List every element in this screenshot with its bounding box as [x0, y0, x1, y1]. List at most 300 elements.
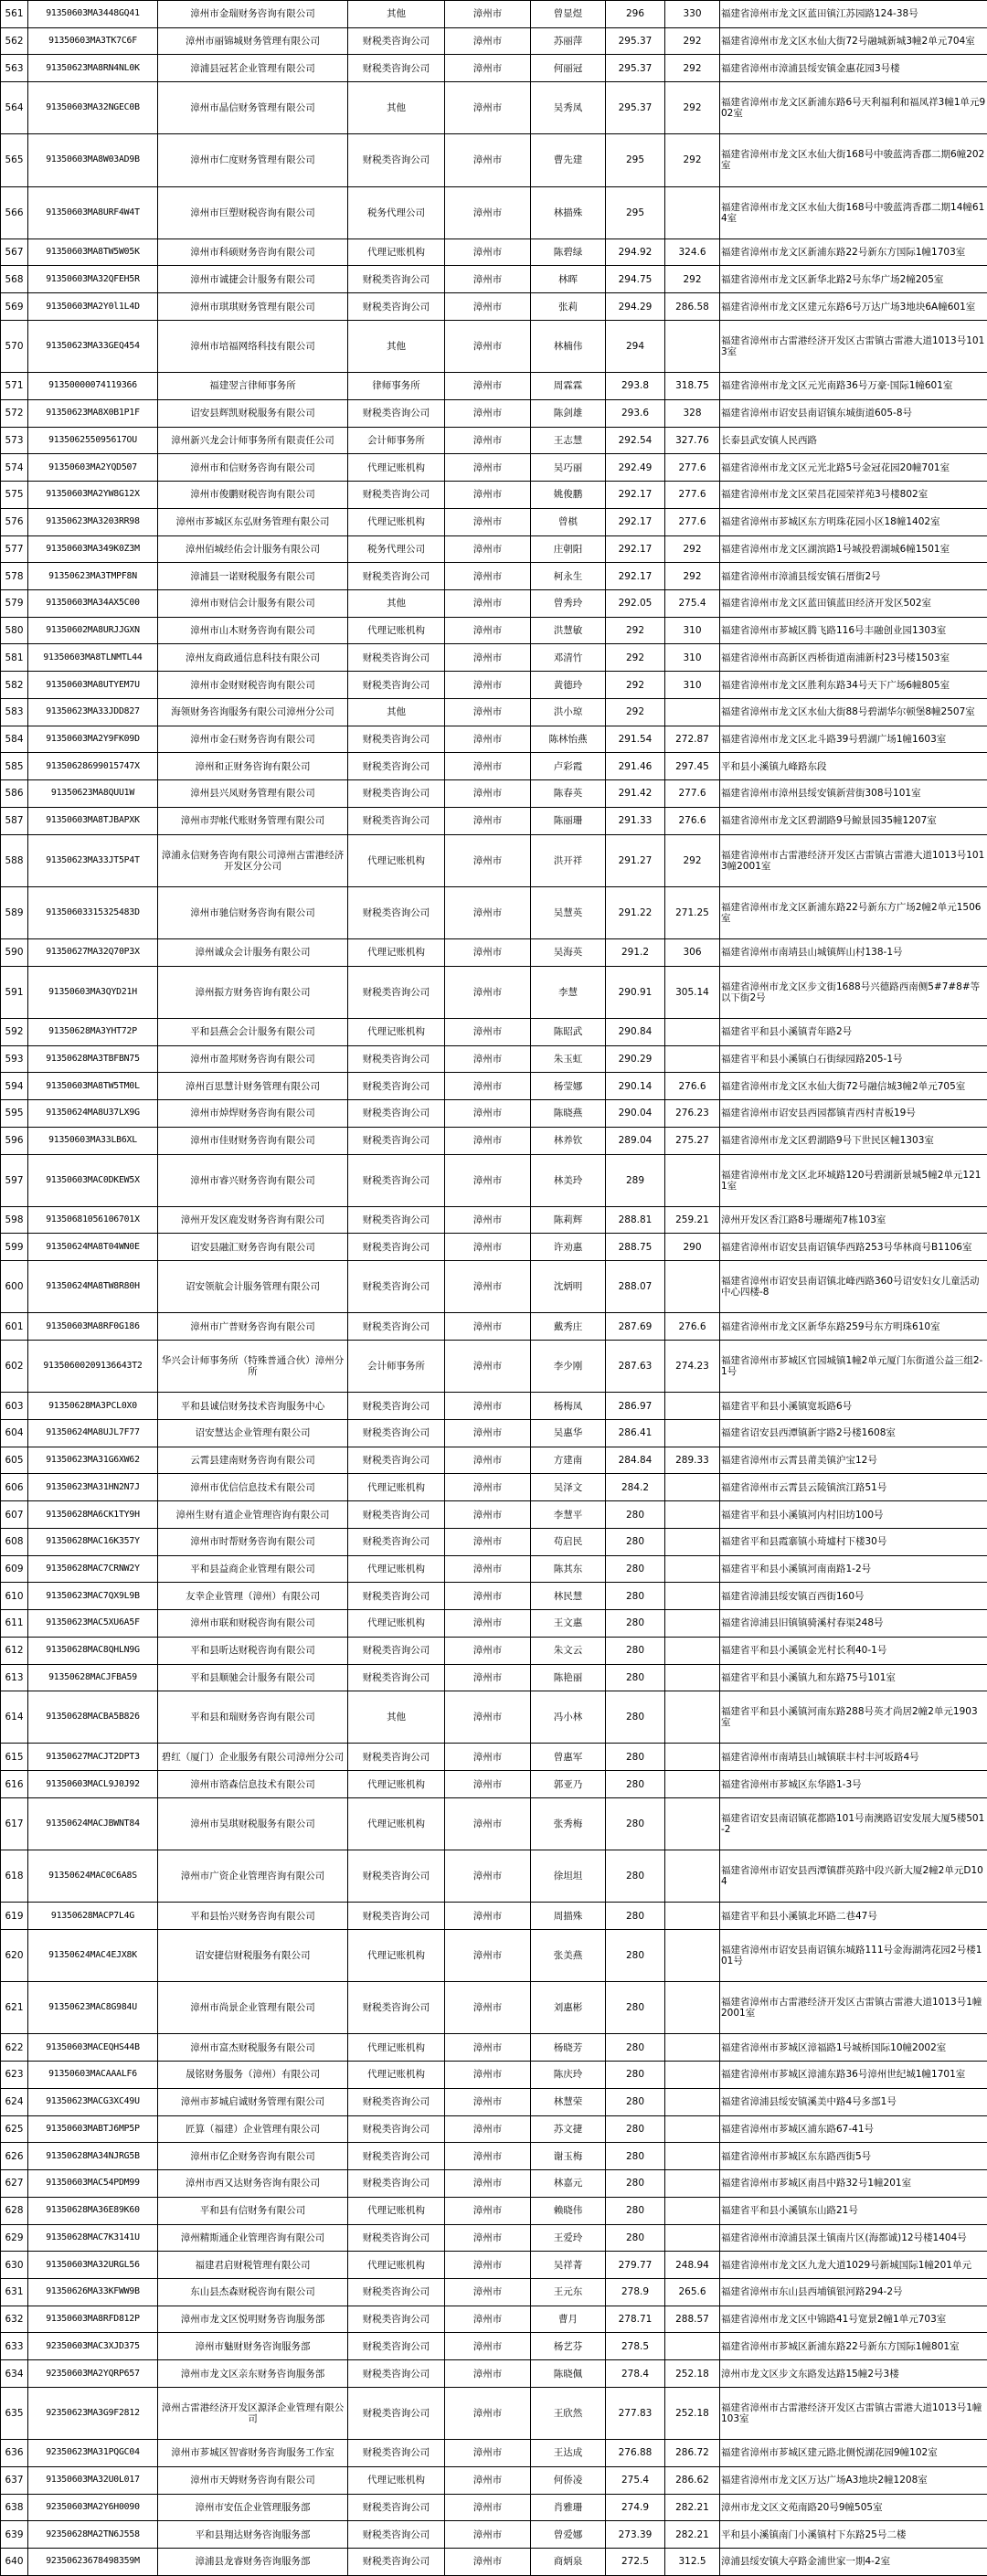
- credit-code-cell: 91350628MA34NJRG5B: [28, 2143, 158, 2170]
- company-type-cell: 财税类咨询公司: [348, 1528, 445, 1555]
- contact-person-cell: 陈林怡燕: [531, 726, 606, 753]
- contact-person-cell: 何丽冠: [531, 55, 606, 82]
- address-cell: 长泰县武安镇人民西路: [720, 427, 987, 454]
- credit-code-cell: 91350603MA8W03AD9B: [28, 134, 158, 186]
- address-cell: 福建省漳州市古雷港经济开发区古雷镇古雷港大道1013号1幢2001室: [720, 1982, 987, 2034]
- company-type-cell: 财税类咨询公司: [348, 1393, 445, 1420]
- table-row: [1, 1691, 987, 1744]
- row-number-cell: 624: [1, 2088, 28, 2115]
- table-row: [1, 482, 987, 509]
- secondary-score-cell: 324.6: [665, 239, 720, 266]
- row-number-cell: 635: [1, 2387, 28, 2439]
- company-type-cell: 代理记账机构: [348, 1610, 445, 1638]
- secondary-score-cell: [665, 1744, 720, 1771]
- score-cell: 289: [606, 1154, 665, 1206]
- address-cell: 福建省漳州市龙文区新华北路2号东华广场2幢205室: [720, 266, 987, 293]
- table-row: [1, 1313, 987, 1341]
- company-type-cell: 财税类咨询公司: [348, 644, 445, 672]
- company-name-cell: 漳州市和信财务咨询有限公司: [158, 454, 348, 482]
- city-cell: 漳州市: [445, 1100, 531, 1128]
- secondary-score-cell: 330: [665, 1, 720, 28]
- contact-person-cell: 卢彩霞: [531, 753, 606, 780]
- contact-person-cell: 陈晓燕: [531, 1100, 606, 1128]
- row-number-cell: 577: [1, 535, 28, 563]
- company-name-cell: 碧红（厦门）企业服务有限公司漳州分公司: [158, 1744, 348, 1771]
- city-cell: 漳州市: [445, 27, 531, 55]
- city-cell: 漳州市: [445, 2278, 531, 2306]
- city-cell: 漳州市: [445, 1555, 531, 1583]
- table-row: [1, 82, 987, 134]
- secondary-score-cell: 290: [665, 1234, 720, 1261]
- credit-code-cell: 91350623MA8RN4NL0K: [28, 55, 158, 82]
- score-cell: 280: [606, 1903, 665, 1930]
- address-cell: 福建省漳州市东山县西埔镇银河路294-2号: [720, 2278, 987, 2306]
- credit-code-cell: 92350623MA3G9F2812: [28, 2387, 158, 2439]
- company-type-cell: 财税类咨询公司: [348, 1073, 445, 1100]
- address-cell: 福建省漳州市龙文区水仙大街72号融城新城3幢2单元704室: [720, 27, 987, 55]
- table-row: [1, 2088, 987, 2115]
- address-cell: 福建省漳州市龙文区新浦东路22号新东方广场2幢2单元1506室: [720, 886, 987, 938]
- score-cell: 292.17: [606, 563, 665, 590]
- row-number-cell: 583: [1, 698, 28, 726]
- row-number-cell: 567: [1, 239, 28, 266]
- city-cell: 漳州市: [445, 1073, 531, 1100]
- contact-person-cell: 王志慧: [531, 427, 606, 454]
- table-row: [1, 2197, 987, 2224]
- table-row: [1, 589, 987, 617]
- row-number-cell: 640: [1, 2549, 28, 2576]
- secondary-score-cell: 286.62: [665, 2466, 720, 2494]
- table-row: [1, 1127, 987, 1154]
- score-cell: 280: [606, 1930, 665, 1982]
- table-row: [1, 535, 987, 563]
- row-number-cell: 617: [1, 1797, 28, 1850]
- score-cell: 291.42: [606, 780, 665, 808]
- city-cell: 漳州市: [445, 2466, 531, 2494]
- company-type-cell: 代理记账机构: [348, 617, 445, 644]
- score-cell: 280: [606, 1501, 665, 1529]
- company-name-cell: 漳州市盈邦财务咨询有限公司: [158, 1045, 348, 1073]
- company-name-cell: 漳州市驰信财务咨询有限公司: [158, 886, 348, 938]
- city-cell: 漳州市: [445, 1583, 531, 1610]
- city-cell: 漳州市: [445, 2360, 531, 2388]
- table-row: [1, 966, 987, 1018]
- secondary-score-cell: 292: [665, 563, 720, 590]
- company-type-cell: 律师事务所: [348, 373, 445, 400]
- company-type-cell: 财税类咨询公司: [348, 2494, 445, 2521]
- score-cell: 291.46: [606, 753, 665, 780]
- score-cell: 291.27: [606, 834, 665, 886]
- row-number-cell: 620: [1, 1930, 28, 1982]
- score-cell: 295: [606, 186, 665, 239]
- city-cell: 漳州市: [445, 780, 531, 808]
- company-type-cell: 财税类咨询公司: [348, 2549, 445, 2576]
- table-row: [1, 1341, 987, 1393]
- address-cell: 福建省漳州市诏安县南诏镇北峰西路360号诏安妇女儿童活动中心四楼-8: [720, 1261, 987, 1313]
- contact-person-cell: 吴慧英: [531, 886, 606, 938]
- contact-person-cell: 郭亚乃: [531, 1771, 606, 1798]
- table-row: [1, 186, 987, 239]
- secondary-score-cell: 276.23: [665, 1100, 720, 1128]
- company-name-cell: 东山县杰森财税咨询有限公司: [158, 2278, 348, 2306]
- table-row: [1, 1, 987, 28]
- address-cell: 漳州开发区香江路8号珊瑚苑7栋103室: [720, 1206, 987, 1234]
- city-cell: 漳州市: [445, 1154, 531, 1206]
- credit-code-cell: 91350623MACG3XC49U: [28, 2088, 158, 2115]
- secondary-score-cell: [665, 2034, 720, 2062]
- credit-code-cell: 91350603MA33LB6XL: [28, 1127, 158, 1154]
- credit-code-cell: 91350603MA8RFD812P: [28, 2306, 158, 2333]
- company-name-cell: 云霄县建南财务咨询有限公司: [158, 1447, 348, 1474]
- company-name-cell: 漳州市安伍企业管理服务部: [158, 2494, 348, 2521]
- contact-person-cell: 杨莹娜: [531, 1073, 606, 1100]
- city-cell: 漳州市: [445, 373, 531, 400]
- score-cell: 280: [606, 2224, 665, 2252]
- company-name-cell: 漳州振方财务咨询有限公司: [158, 966, 348, 1018]
- row-number-cell: 597: [1, 1154, 28, 1206]
- city-cell: 漳州市: [445, 2440, 531, 2467]
- contact-person-cell: 庄朝阳: [531, 535, 606, 563]
- city-cell: 漳州市: [445, 1341, 531, 1393]
- score-cell: 286.97: [606, 1393, 665, 1420]
- address-cell: 福建省漳浦县绥安镇溪美中路4号多部1号: [720, 2088, 987, 2115]
- credit-code-cell: 91350623MAC8G984U: [28, 1982, 158, 2034]
- row-number-cell: 590: [1, 938, 28, 966]
- city-cell: 漳州市: [445, 966, 531, 1018]
- contact-person-cell: 许劝惠: [531, 1234, 606, 1261]
- row-number-cell: 612: [1, 1637, 28, 1664]
- contact-person-cell: 洪开祥: [531, 834, 606, 886]
- address-cell: 福建省诏安县西潭镇新宇路2号楼1608室: [720, 1419, 987, 1447]
- score-cell: 280: [606, 1583, 665, 1610]
- table-row: [1, 2278, 987, 2306]
- contact-person-cell: 曹先建: [531, 134, 606, 186]
- table-row: [1, 1744, 987, 1771]
- address-cell: 福建省漳州市龙文区九龙大道1029号新城国际1幢201单元: [720, 2252, 987, 2279]
- credit-code-cell: 91350628MAC16K357Y: [28, 1528, 158, 1555]
- row-number-cell: 573: [1, 427, 28, 454]
- address-cell: 福建省漳州市漳浦县深土镇南片区(海都诚)12号楼1404号: [720, 2224, 987, 2252]
- contact-person-cell: 柯永生: [531, 563, 606, 590]
- table-body: [1, 1, 987, 2576]
- contact-person-cell: 林楠伟: [531, 320, 606, 372]
- table-row: [1, 293, 987, 321]
- secondary-score-cell: [665, 2062, 720, 2089]
- company-type-cell: 财税类咨询公司: [348, 2278, 445, 2306]
- credit-code-cell: 91350603MA349K0Z3M: [28, 535, 158, 563]
- company-type-cell: 代理记账机构: [348, 239, 445, 266]
- score-cell: 274.9: [606, 2494, 665, 2521]
- contact-person-cell: 林养钦: [531, 1127, 606, 1154]
- secondary-score-cell: [665, 1261, 720, 1313]
- address-cell: 福建省平和县小溪镇河南南路1-2号: [720, 1555, 987, 1583]
- address-cell: 福建省漳州市龙文区蓝田镇江苏园路124-38号: [720, 1, 987, 28]
- row-number-cell: 605: [1, 1447, 28, 1474]
- contact-person-cell: 李慧平: [531, 1501, 606, 1529]
- table-row: [1, 2062, 987, 2089]
- credit-code-cell: 92350628MA2TN6J558: [28, 2521, 158, 2549]
- score-cell: 277.83: [606, 2387, 665, 2439]
- credit-code-cell: 91350623MAC5XU6A5F: [28, 1610, 158, 1638]
- address-cell: 福建省漳州市龙文区北斗路39号碧湖广场1幢1603室: [720, 726, 987, 753]
- secondary-score-cell: [665, 1045, 720, 1073]
- city-cell: 漳州市: [445, 2494, 531, 2521]
- credit-code-cell: 91350603MA8UTYEM7U: [28, 672, 158, 699]
- table-row: [1, 726, 987, 753]
- credit-code-cell: 91350624MAC0C6A8S: [28, 1850, 158, 1903]
- contact-person-cell: 王达成: [531, 2440, 606, 2467]
- secondary-score-cell: [665, 1850, 720, 1903]
- city-cell: 漳州市: [445, 644, 531, 672]
- company-type-cell: 财税类咨询公司: [348, 753, 445, 780]
- table-row: [1, 1797, 987, 1850]
- contact-person-cell: 陈晓佩: [531, 2360, 606, 2388]
- table-row: [1, 1234, 987, 1261]
- address-cell: 福建省漳浦县绥安镇百西街160号: [720, 1583, 987, 1610]
- secondary-score-cell: 292: [665, 535, 720, 563]
- score-cell: 294.29: [606, 293, 665, 321]
- city-cell: 漳州市: [445, 1982, 531, 2034]
- row-number-cell: 580: [1, 617, 28, 644]
- row-number-cell: 581: [1, 644, 28, 672]
- score-cell: 280: [606, 2197, 665, 2224]
- secondary-score-cell: [665, 2143, 720, 2170]
- table-row: [1, 644, 987, 672]
- table-row: [1, 1555, 987, 1583]
- score-cell: 284.2: [606, 1474, 665, 1501]
- table-row: [1, 508, 987, 535]
- secondary-score-cell: [665, 1903, 720, 1930]
- credit-code-cell: 91350603MA32U0L017: [28, 2466, 158, 2494]
- company-type-cell: 财税类咨询公司: [348, 2143, 445, 2170]
- company-type-cell: 其他: [348, 698, 445, 726]
- contact-person-cell: 方建南: [531, 1447, 606, 1474]
- company-name-cell: 漳州市琪琪财务管理有限公司: [158, 293, 348, 321]
- company-name-cell: 诏安县融汇财务咨询有限公司: [158, 1234, 348, 1261]
- city-cell: 漳州市: [445, 589, 531, 617]
- address-cell: 福建省漳州市芗城区建元路北侧悦湖花园9幢102室: [720, 2440, 987, 2467]
- row-number-cell: 568: [1, 266, 28, 293]
- contact-person-cell: 张美燕: [531, 1930, 606, 1982]
- credit-code-cell: 91350623MA33JT5P4T: [28, 834, 158, 886]
- secondary-score-cell: 292: [665, 134, 720, 186]
- secondary-score-cell: 305.14: [665, 966, 720, 1018]
- score-cell: 290.29: [606, 1045, 665, 1073]
- company-name-cell: 漳州市亿企财务咨询有限公司: [158, 2143, 348, 2170]
- company-name-cell: 漳州市魅财财务咨询服务部: [158, 2333, 348, 2360]
- address-cell: 福建省漳州市南靖县山城镇辉山村138-1号: [720, 938, 987, 966]
- credit-code-cell: 91350626MA33KFWW9B: [28, 2278, 158, 2306]
- table-row: [1, 2494, 987, 2521]
- score-cell: 278.4: [606, 2360, 665, 2388]
- credit-code-cell: 91350603MAC54PDM99: [28, 2170, 158, 2198]
- credit-code-cell: 91350624MA8TW8R80H: [28, 1261, 158, 1313]
- table-row: [1, 1045, 987, 1073]
- score-cell: 280: [606, 1850, 665, 1903]
- row-number-cell: 564: [1, 82, 28, 134]
- table-row: [1, 1610, 987, 1638]
- contact-person-cell: 苏文捷: [531, 2115, 606, 2143]
- contact-person-cell: 姚俊鹏: [531, 482, 606, 509]
- score-cell: 292.17: [606, 508, 665, 535]
- secondary-score-cell: [665, 2197, 720, 2224]
- city-cell: 漳州市: [445, 134, 531, 186]
- table-row: [1, 2387, 987, 2439]
- secondary-score-cell: 277.6: [665, 508, 720, 535]
- score-cell: 288.75: [606, 1234, 665, 1261]
- secondary-score-cell: [665, 1664, 720, 1691]
- company-type-cell: 会计师事务所: [348, 427, 445, 454]
- city-cell: 漳州市: [445, 508, 531, 535]
- table-row: [1, 1903, 987, 1930]
- company-type-cell: 财税类咨询公司: [348, 2306, 445, 2333]
- city-cell: 漳州市: [445, 1447, 531, 1474]
- row-number-cell: 572: [1, 399, 28, 427]
- secondary-score-cell: 292: [665, 82, 720, 134]
- row-number-cell: 631: [1, 2278, 28, 2306]
- credit-code-cell: 92350623MA31PQGC04: [28, 2440, 158, 2467]
- company-name-cell: 漳州市仁度财务管理有限公司: [158, 134, 348, 186]
- company-name-cell: 漳州市晶信财务管理有限公司: [158, 82, 348, 134]
- contact-person-cell: 张秀梅: [531, 1797, 606, 1850]
- row-number-cell: 639: [1, 2521, 28, 2549]
- score-cell: 278.9: [606, 2278, 665, 2306]
- credit-code-cell: 91350603MA2Y9FK09D: [28, 726, 158, 753]
- secondary-score-cell: 310: [665, 672, 720, 699]
- contact-person-cell: 杨艺芬: [531, 2333, 606, 2360]
- city-cell: 漳州市: [445, 1313, 531, 1341]
- company-type-cell: 财税类咨询公司: [348, 807, 445, 834]
- secondary-score-cell: 274.23: [665, 1341, 720, 1393]
- table-row: [1, 938, 987, 966]
- company-type-cell: 财税类咨询公司: [348, 2088, 445, 2115]
- credit-code-cell: 91350627MACJT2DPT3: [28, 1744, 158, 1771]
- company-type-cell: 财税类咨询公司: [348, 1447, 445, 1474]
- address-cell: 福建省漳州市诏安县南诏镇华西路253号华林商号B1106室: [720, 1234, 987, 1261]
- contact-person-cell: 朱文云: [531, 1637, 606, 1664]
- score-cell: 289.04: [606, 1127, 665, 1154]
- address-cell: 福建省平和县小溪镇河南东路288号英才尚居2幢2单元1903室: [720, 1691, 987, 1744]
- credit-code-cell: 91350603MACL9J0J92: [28, 1771, 158, 1798]
- credit-code-cell: 92350603MA2YQRP657: [28, 2360, 158, 2388]
- company-type-cell: 财税类咨询公司: [348, 1045, 445, 1073]
- table-row: [1, 2170, 987, 2198]
- contact-person-cell: 林描殊: [531, 186, 606, 239]
- contact-person-cell: 王欣然: [531, 2387, 606, 2439]
- row-number-cell: 598: [1, 1206, 28, 1234]
- company-type-cell: 代理记账机构: [348, 1930, 445, 1982]
- row-number-cell: 613: [1, 1664, 28, 1691]
- company-type-cell: 税务代理公司: [348, 186, 445, 239]
- contact-person-cell: 黄德玲: [531, 672, 606, 699]
- score-cell: 280: [606, 2170, 665, 2198]
- company-type-cell: 税务代理公司: [348, 535, 445, 563]
- credit-code-cell: 91350623MA8QUU1W: [28, 780, 158, 808]
- table-row: [1, 1982, 987, 2034]
- secondary-score-cell: 272.87: [665, 726, 720, 753]
- score-cell: 280: [606, 2062, 665, 2089]
- row-number-cell: 625: [1, 2115, 28, 2143]
- company-type-cell: 其他: [348, 589, 445, 617]
- table-row: [1, 1073, 987, 1100]
- table-row: [1, 266, 987, 293]
- city-cell: 漳州市: [445, 1850, 531, 1903]
- score-cell: 291.54: [606, 726, 665, 753]
- company-name-cell: 漳浦县一诺财税服务有限公司: [158, 563, 348, 590]
- address-cell: 平和县小溪镇九峰路东段: [720, 753, 987, 780]
- credit-code-cell: 91350623MA33GEQ454: [28, 320, 158, 372]
- city-cell: 漳州市: [445, 2197, 531, 2224]
- address-cell: 福建省漳州市龙文区胜利东路34号天下广场6幢805室: [720, 672, 987, 699]
- credit-code-cell: 91350600209136643T2: [28, 1341, 158, 1393]
- city-cell: 漳州市: [445, 1501, 531, 1529]
- contact-person-cell: 洪慧敏: [531, 617, 606, 644]
- city-cell: 漳州市: [445, 399, 531, 427]
- secondary-score-cell: [665, 1528, 720, 1555]
- company-type-cell: 财税类咨询公司: [348, 2224, 445, 2252]
- company-name-cell: 海领财务咨询服务有限公司漳州分公司: [158, 698, 348, 726]
- table-row: [1, 672, 987, 699]
- secondary-score-cell: [665, 1637, 720, 1664]
- row-number-cell: 626: [1, 2143, 28, 2170]
- city-cell: 漳州市: [445, 1664, 531, 1691]
- company-type-cell: 其他: [348, 1, 445, 28]
- company-name-cell: 漳州市广普财务咨询有限公司: [158, 1313, 348, 1341]
- address-cell: 福建省漳州市诏安县南诏镇东城街道605-8号: [720, 399, 987, 427]
- row-number-cell: 602: [1, 1341, 28, 1393]
- contact-person-cell: 曾爱娜: [531, 2521, 606, 2549]
- secondary-score-cell: [665, 1797, 720, 1850]
- address-cell: 福建省漳州市南靖县山城镇联丰村丰河坂路4号: [720, 1744, 987, 1771]
- score-cell: 291.2: [606, 938, 665, 966]
- secondary-score-cell: 292: [665, 266, 720, 293]
- company-name-cell: 漳州市培福网络科技有限公司: [158, 320, 348, 372]
- credit-code-cell: 913506255095617OU: [28, 427, 158, 454]
- city-cell: 漳州市: [445, 482, 531, 509]
- row-number-cell: 630: [1, 2252, 28, 2279]
- score-cell: 280: [606, 2115, 665, 2143]
- credit-code-cell: 92350603MA2Y6H0090: [28, 2494, 158, 2521]
- city-cell: 漳州市: [445, 886, 531, 938]
- credit-code-cell: 91350603MA8TLNMTL44: [28, 644, 158, 672]
- company-name-cell: 平和县和瑞财务咨询有限公司: [158, 1691, 348, 1744]
- row-number-cell: 569: [1, 293, 28, 321]
- secondary-score-cell: 312.5: [665, 2549, 720, 2576]
- contact-person-cell: 陈春英: [531, 780, 606, 808]
- secondary-score-cell: 282.21: [665, 2521, 720, 2549]
- company-name-cell: 漳浦县龙睿财务咨询服务部: [158, 2549, 348, 2576]
- address-cell: 福建省漳州市龙文区水仙大街168号中骏蓝湾香郡二期14幢614室: [720, 186, 987, 239]
- contact-person-cell: 张莉: [531, 293, 606, 321]
- company-name-cell: 平和县诚信财务技术咨询服务中心: [158, 1393, 348, 1420]
- address-cell: 福建省漳州市芗城区东华路1-3号: [720, 1771, 987, 1798]
- secondary-score-cell: 276.6: [665, 1073, 720, 1100]
- city-cell: 漳州市: [445, 186, 531, 239]
- company-name-cell: 福建君启财税管理有限公司: [158, 2252, 348, 2279]
- score-cell: 292: [606, 698, 665, 726]
- city-cell: 漳州市: [445, 1930, 531, 1982]
- table-row: [1, 1637, 987, 1664]
- score-cell: 273.39: [606, 2521, 665, 2549]
- table-row: [1, 617, 987, 644]
- row-number-cell: 570: [1, 320, 28, 372]
- secondary-score-cell: 275.4: [665, 589, 720, 617]
- row-number-cell: 561: [1, 1, 28, 28]
- credit-code-cell: 91350603MA8TJBAPXK: [28, 807, 158, 834]
- score-cell: 287.63: [606, 1341, 665, 1393]
- company-type-cell: 财税类咨询公司: [348, 1583, 445, 1610]
- row-number-cell: 563: [1, 55, 28, 82]
